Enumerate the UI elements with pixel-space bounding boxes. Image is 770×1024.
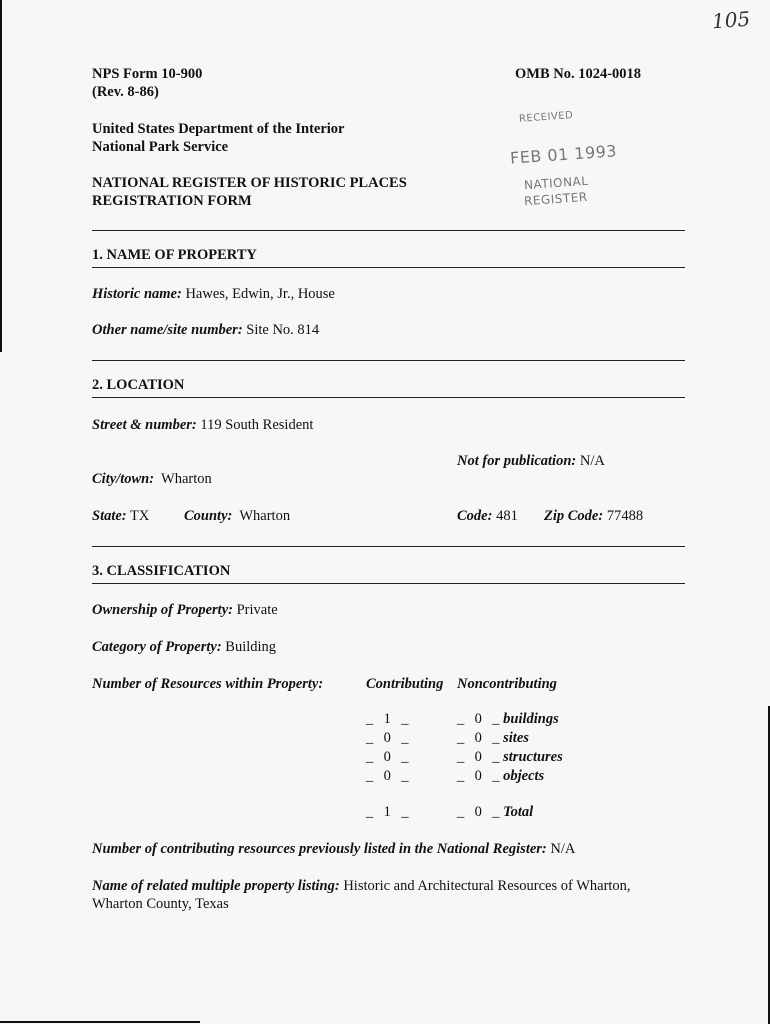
divider [92, 546, 685, 547]
stamp-line2: REGISTER [523, 189, 589, 209]
multiple-listing-value-line2: Wharton County, Texas [92, 896, 229, 912]
form-title-line1: NATIONAL REGISTER OF HISTORIC PLACES [92, 175, 407, 191]
ownership-label: Ownership of Property: [92, 602, 233, 618]
divider [92, 230, 685, 231]
resource-row: _ 0 _ [366, 730, 409, 746]
category-label: Category of Property: [92, 639, 222, 655]
code-label: Code: [457, 508, 493, 524]
ownership-row [92, 602, 278, 619]
stamp-date: FEB 01 1993 [509, 141, 618, 168]
divider [92, 267, 685, 268]
multiple-listing-value: Historic and Architectural Resources of Wharton, [343, 878, 631, 894]
state-row [92, 508, 149, 525]
form-title-line2: REGISTRATION FORM [92, 193, 252, 209]
service-name: National Park Service [92, 139, 229, 155]
scan-edge-left [0, 0, 2, 352]
total-row: _ 1 _ [366, 804, 409, 820]
historic-name-value: Hawes, Edwin, Jr., House [185, 286, 335, 302]
zip-label: Zip Code: [544, 508, 604, 524]
multiple-listing-label: Name of related multiple property listing: [92, 878, 340, 894]
total-row: _ 0 _ Total [457, 804, 534, 820]
divider [92, 360, 685, 361]
omb-number: OMB No. 1024-0018 [515, 66, 642, 82]
noncontributing-count: 0 [474, 749, 482, 765]
historic-name-row [92, 286, 335, 303]
state-label: State: [92, 508, 127, 524]
handwritten-page-number: 105 [711, 6, 751, 34]
code-row [457, 508, 518, 525]
county-value: Wharton [239, 508, 291, 524]
code-value: 481 [496, 508, 518, 524]
resource-row: _ 0 _ [366, 749, 409, 765]
section3-heading: 3. CLASSIFICATION [92, 563, 231, 579]
resource-type: objects [503, 768, 545, 784]
zip-row [544, 508, 643, 525]
section2-heading: 2. LOCATION [92, 377, 185, 393]
category-value: Building [225, 639, 277, 655]
scan-edge-bottom [0, 1021, 200, 1023]
county-label: County: [184, 508, 233, 524]
county-row [184, 508, 290, 525]
street-value: 119 South Resident [200, 417, 314, 433]
street-label: Street & number: [92, 417, 197, 433]
city-label: City/town: [92, 471, 155, 487]
ownership-value: Private [236, 602, 278, 618]
form-number: NPS Form 10-900 [92, 66, 203, 82]
state-value: TX [130, 508, 150, 524]
resource-type: structures [503, 749, 563, 765]
noncontributing-total: 0 [474, 804, 482, 820]
noncontributing-count: 0 [474, 711, 482, 727]
resource-type: sites [503, 730, 529, 746]
section1-heading: 1. NAME OF PROPERTY [92, 247, 257, 263]
noncontributing-count: 0 [474, 768, 482, 784]
previously-listed-row [92, 841, 575, 858]
zip-value: 77488 [606, 508, 644, 524]
resources-label: Number of Resources within Property: [92, 676, 324, 692]
other-name-value: Site No. 814 [246, 322, 320, 338]
form-revision: (Rev. 8-86) [92, 84, 159, 100]
stamp-received: RECEIVED [518, 110, 574, 125]
resource-type: buildings [503, 711, 559, 727]
contributing-count: 0 [383, 749, 391, 765]
contributing-count: 1 [383, 711, 391, 727]
noncontributing-header: Noncontributing [457, 676, 557, 692]
previously-listed-label: Number of contributing resources previously listed in the National Register: [92, 841, 547, 857]
stamp-line1: NATIONAL [523, 173, 589, 193]
category-row [92, 639, 276, 656]
resource-row: _ 0 _ structures [457, 749, 563, 765]
divider [92, 583, 685, 584]
resource-row: _ 0 _ buildings [457, 711, 559, 727]
contributing-total: 1 [383, 804, 391, 820]
resource-row: _ 0 _ [366, 768, 409, 784]
other-name-row [92, 322, 319, 339]
historic-name-label: Historic name: [92, 286, 182, 302]
previously-listed-value: N/A [550, 841, 576, 857]
other-name-label: Other name/site number: [92, 322, 243, 338]
resource-row: _ 0 _ objects [457, 768, 545, 784]
city-row [92, 471, 212, 488]
total-label: Total [503, 804, 534, 820]
not-for-publication-row [457, 453, 605, 470]
contributing-count: 0 [383, 730, 391, 746]
divider [92, 397, 685, 398]
street-row [92, 417, 313, 434]
not-for-publication-label: Not for publication: [457, 453, 577, 469]
multiple-listing-row [92, 878, 631, 895]
contributing-header: Contributing [366, 676, 444, 692]
resource-row: _ 0 _ sites [457, 730, 529, 746]
city-value: Wharton [161, 471, 212, 487]
resource-row: _ 1 _ [366, 711, 409, 727]
department-name: United States Department of the Interior [92, 121, 345, 137]
noncontributing-count: 0 [474, 730, 482, 746]
not-for-publication-value: N/A [579, 453, 605, 469]
contributing-count: 0 [383, 768, 391, 784]
